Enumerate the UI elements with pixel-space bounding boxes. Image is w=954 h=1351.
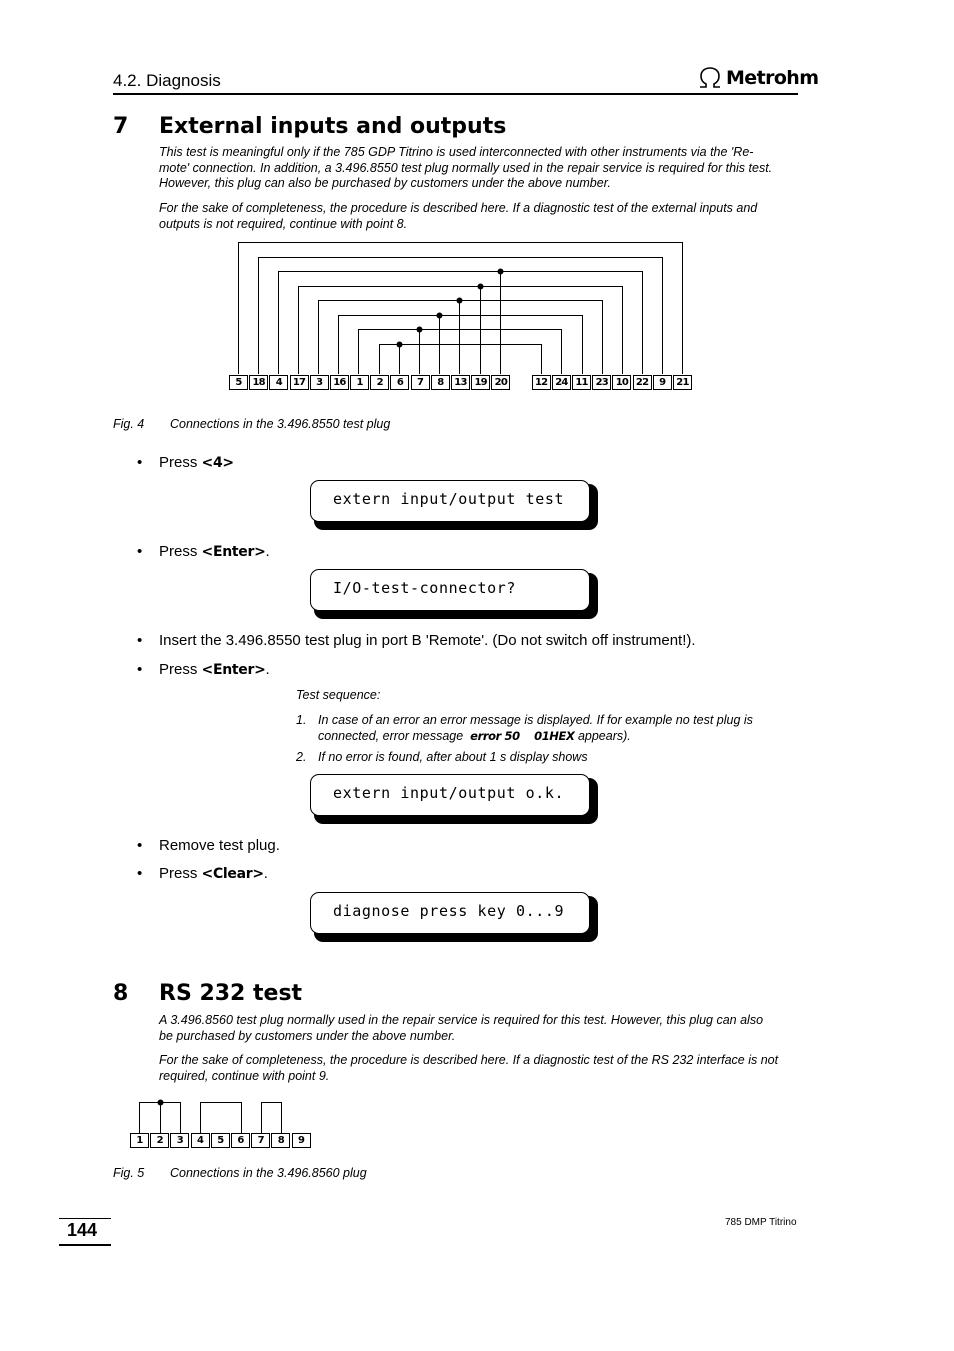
- plug-pin: 3: [170, 1133, 189, 1148]
- plug-pin: 4: [269, 375, 288, 390]
- brand-logo: Metrohm: [726, 67, 819, 89]
- step-press-enter-2: • Press <Enter>.: [137, 661, 270, 678]
- plug-pin: 3: [310, 375, 329, 390]
- plug-pin: 7: [411, 375, 430, 390]
- page-number-top-rule: [59, 1218, 111, 1219]
- plug-pin: 9: [653, 375, 672, 390]
- section-7-number: 7: [113, 114, 129, 139]
- figure-4-caption: Fig. 4 Connections in the 3.496.8550 test plug: [113, 417, 391, 431]
- step-insert-plug: • Insert the 3.496.8550 test plug in port B 'Remote'. (Do not switch off instrument!).: [137, 632, 696, 649]
- section-8-note: For the sake of completeness, the procedure is described here. If a diagnostic test of the RS 232 interface is not required, continue with point 9.: [159, 1053, 779, 1083]
- figure-5-caption: Fig. 5 Connections in the 3.496.8560 plug: [113, 1166, 367, 1180]
- plug-pin: [512, 375, 531, 390]
- error-code: error 50 01HEX: [470, 729, 575, 743]
- plug-pin: 2: [150, 1133, 169, 1148]
- plug-pin: 1: [130, 1133, 149, 1148]
- test-plug-wiring-diagram: [0, 0, 954, 400]
- plug-pin: 8: [271, 1133, 290, 1148]
- step-press-clear: • Press <Clear>.: [137, 865, 268, 882]
- plug-pin: 1: [350, 375, 369, 390]
- plug-pin: 7: [251, 1133, 270, 1148]
- plug-pin: 16: [330, 375, 349, 390]
- section-8-number: 8: [113, 981, 129, 1006]
- section-7-title: External inputs and outputs: [159, 114, 507, 139]
- test-sequence-item-1: 1. In case of an error an error message is displayed. If for example no test plug is connected, error message error 50 01HEX appears).: [296, 713, 753, 743]
- section-8-title: RS 232 test: [159, 981, 303, 1006]
- section-7-intro: This test is meaningful only if the 785 GDP Titrino is used interconnected with other instruments via the 'Re- mote' connection. In addition, a 3.496.8550 test plug normally used in the repair service is required for this test. However, this plug can also be purchased by customers under the above number.: [159, 145, 773, 190]
- plug-pin: 24: [552, 375, 571, 390]
- key-enter: <Enter>: [201, 662, 266, 678]
- plug-pin: 9: [292, 1133, 311, 1148]
- page-number-rule: [59, 1244, 111, 1246]
- plug-pin: 10: [612, 375, 631, 390]
- plug-pin: 18: [249, 375, 268, 390]
- plug-pin: 5: [211, 1133, 230, 1148]
- key-clear: <Clear>: [201, 866, 264, 882]
- running-header-section: 4.2. Diagnosis: [113, 71, 221, 90]
- plug-pin: 4: [191, 1133, 210, 1148]
- plug-pin: 11: [572, 375, 591, 390]
- plug-pin: 23: [592, 375, 611, 390]
- plug-pin: 20: [491, 375, 510, 390]
- section-8-intro: A 3.496.8560 test plug normally used in the repair service is required for this test. However, this plug can also be purchased by customers under the above number.: [159, 1013, 764, 1043]
- page-number: 144: [67, 1220, 98, 1240]
- step-remove-plug: • Remove test plug.: [137, 837, 280, 854]
- display-extern-io-ok: extern input/output o.k.: [310, 774, 590, 816]
- plug-pin: 13: [451, 375, 470, 390]
- footer-product: 785 DMP Titrino: [725, 1217, 797, 1228]
- key-4: <4>: [201, 455, 234, 471]
- section-7-note: For the sake of completeness, the procedure is described here. If a diagnostic test of the external inputs and outputs is not required, continue with point 8.: [159, 201, 758, 231]
- plug-pin: 8: [431, 375, 450, 390]
- plug-pin: 22: [633, 375, 652, 390]
- step-press-4: • Press <4>: [137, 454, 234, 471]
- plug-pin: 2: [370, 375, 389, 390]
- key-enter: <Enter>: [201, 544, 266, 560]
- plug-pin: 21: [673, 375, 692, 390]
- display-diagnose-press-key: diagnose press key 0...9: [310, 892, 590, 934]
- plug-pin: 19: [471, 375, 490, 390]
- display-extern-io-test: extern input/output test: [310, 480, 590, 522]
- test-sequence-item-2: 2. If no error is found, after about 1 s display shows: [296, 750, 588, 764]
- display-io-test-connector: I/O-test-connector?: [310, 569, 590, 611]
- plug-pin: 5: [229, 375, 248, 390]
- plug-pin: 6: [390, 375, 409, 390]
- test-sequence-title: Test sequence:: [296, 688, 381, 702]
- plug-pin: 6: [231, 1133, 250, 1148]
- plug-pin: 12: [532, 375, 551, 390]
- step-press-enter-1: • Press <Enter>.: [137, 543, 270, 560]
- plug-pin: 17: [290, 375, 309, 390]
